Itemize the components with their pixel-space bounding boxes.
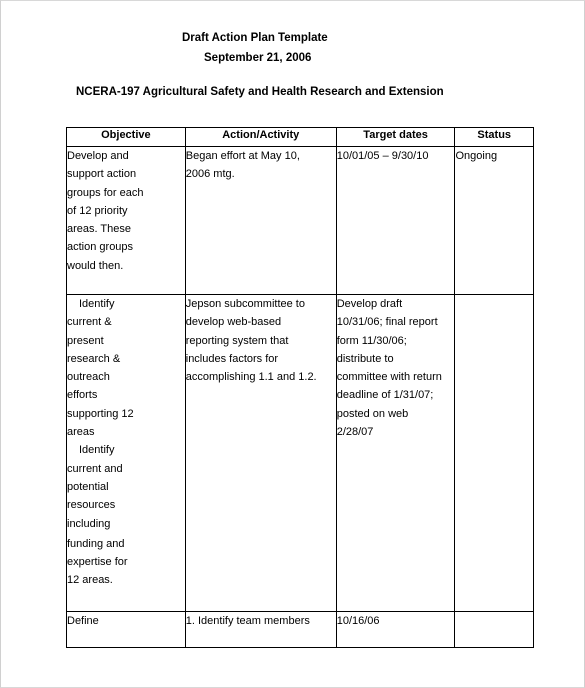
text-line: potential xyxy=(67,480,109,493)
header-action-activity: Action/Activity xyxy=(185,128,336,147)
text-line: 2/28/07 xyxy=(336,426,374,439)
action-cell xyxy=(185,147,336,295)
action-plan-table xyxy=(66,127,534,648)
text-line: reporting system that xyxy=(185,334,289,347)
text-line: funding and xyxy=(67,537,125,550)
text-line: current & xyxy=(67,316,112,329)
header-objective: Objective xyxy=(67,128,186,147)
text-line: would then. xyxy=(67,259,124,272)
text-line: supporting 12 xyxy=(67,407,134,420)
text-line: Define xyxy=(67,615,99,627)
document-title: Draft Action Plan Template xyxy=(182,32,328,44)
text-line: current and xyxy=(67,462,123,475)
target-dates-cell xyxy=(336,612,455,648)
table-row xyxy=(67,612,534,648)
text-line: deadline of 1/31/07; xyxy=(336,389,434,402)
text-line: of 12 priority xyxy=(67,204,128,217)
header-target-dates: Target dates xyxy=(336,128,455,147)
text-line: Ongoing xyxy=(455,150,498,162)
text-line: accomplishing 1.1 and 1.2. xyxy=(185,371,317,384)
text-line: research & xyxy=(67,352,121,365)
text-line: Develop draft xyxy=(336,298,403,310)
status-cell xyxy=(455,147,534,295)
text-line: 12 areas. xyxy=(67,574,113,587)
text-line: Develop and xyxy=(67,150,129,162)
text-line: Jepson subcommittee to xyxy=(185,298,305,310)
text-line: committee with return xyxy=(336,371,442,384)
text-line: outreach xyxy=(67,371,110,384)
text-line: groups for each xyxy=(67,186,144,199)
target-dates-cell xyxy=(336,147,455,295)
text-line: present xyxy=(67,334,104,347)
objective-cell xyxy=(67,295,186,612)
text-line: develop web-based xyxy=(185,316,282,329)
text-line: 2006 mtg. xyxy=(185,168,235,181)
text-line: including xyxy=(67,517,111,530)
text-line: Began effort at May 10, xyxy=(185,150,300,162)
text-line: Identify xyxy=(79,444,115,457)
text-line: 10/01/05 – 9/30/10 xyxy=(336,150,429,162)
text-line: Identify xyxy=(79,298,115,310)
action-cell xyxy=(185,295,336,612)
text-line: support action xyxy=(67,168,137,181)
action-cell xyxy=(185,612,336,648)
objective-cell xyxy=(67,147,186,295)
text-line: posted on web xyxy=(336,407,409,420)
text-line: form 11/30/06; xyxy=(336,334,407,347)
document-subtitle: NCERA-197 Agricultural Safety and Health Research and Extension xyxy=(76,86,444,98)
table-header-row xyxy=(67,128,534,147)
text-line: areas. These xyxy=(67,223,132,236)
text-line: includes factors for xyxy=(185,352,279,365)
text-line: 10/16/06 xyxy=(336,615,380,627)
table-row xyxy=(67,295,534,612)
objective-cell xyxy=(67,612,186,648)
text-line: expertise for xyxy=(67,556,128,569)
text-line: 1. Identify team members xyxy=(185,615,310,627)
header-status: Status xyxy=(455,128,534,147)
text-line: 10/31/06; final report xyxy=(336,316,438,329)
text-line: distribute to xyxy=(336,352,394,365)
status-cell xyxy=(455,612,534,648)
table-row xyxy=(67,147,534,295)
status-cell xyxy=(455,295,534,612)
text-line: areas xyxy=(67,426,95,439)
target-dates-cell xyxy=(336,295,455,612)
text-line: resources xyxy=(67,499,116,512)
text-line: efforts xyxy=(67,389,98,402)
document-date: September 21, 2006 xyxy=(204,52,312,64)
text-line: action groups xyxy=(67,241,134,254)
